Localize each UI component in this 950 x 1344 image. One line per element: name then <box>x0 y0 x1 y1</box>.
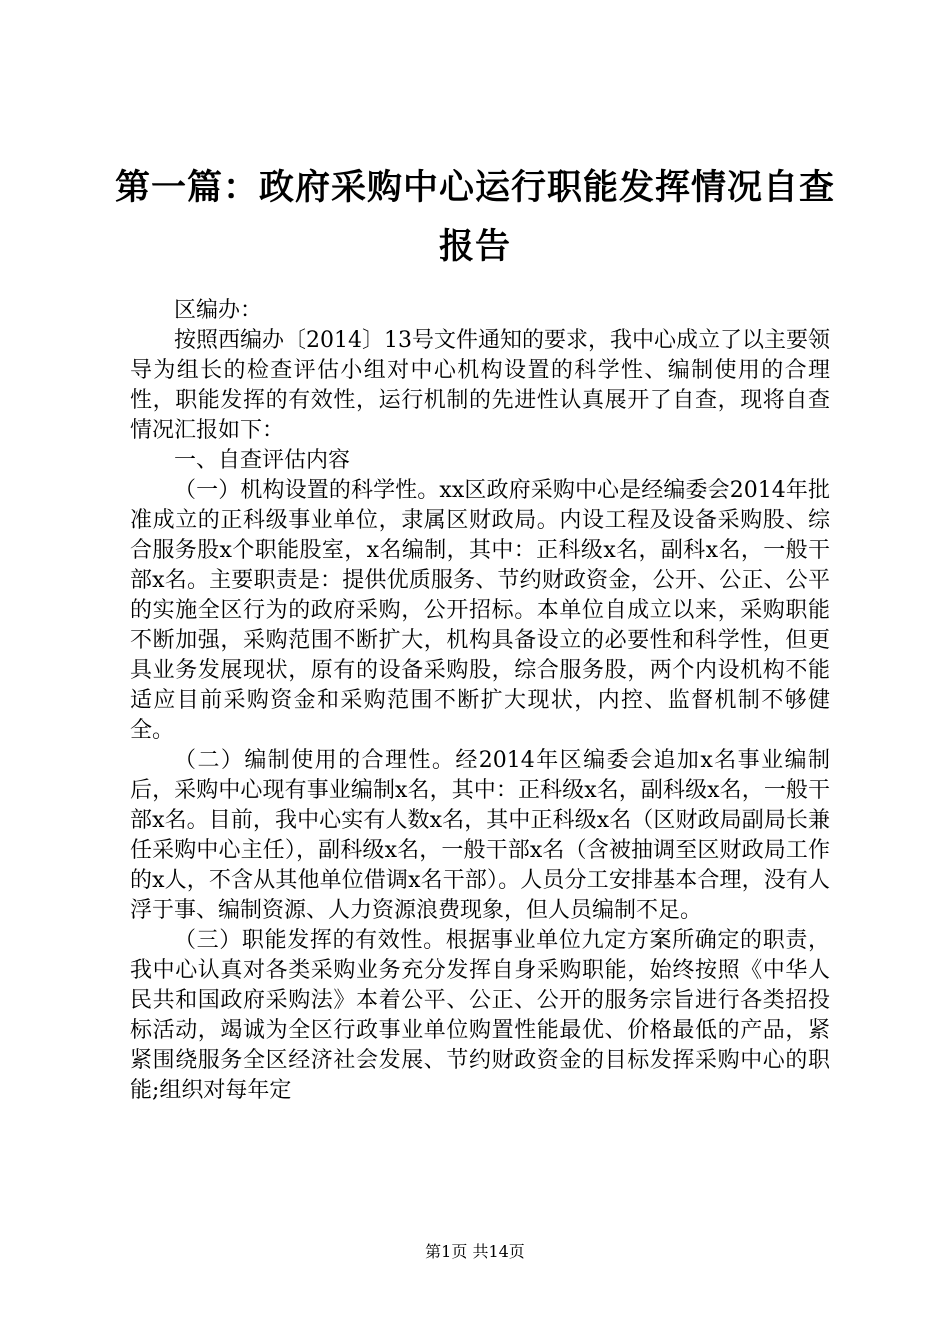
paragraph-functions: （三）职能发挥的有效性。根据事业单位九定方案所确定的职责，我中心认真对各类采购业务充分发挥自身采购职能，始终按照《中华人民共和国政府采购法》本着公平、公正、公开的服务宗旨进行各类招投标活动，竭诚为全区行政事业单位购置性能最优、价格最低的产品，紧紧围绕服务全区经济社会发展、节约财政资金的目标发挥采购中心的职能;组织对每年定 <box>130 928 830 1103</box>
paragraph-organization: （一）机构设置的科学性。xx区政府采购中心是经编委会2014年批准成立的正科级事业单位，隶属区财政局。内设工程及设备采购股、综合服务股x个职能股室，x名编制，其中：正科级x名，副科x名，一般干部x名。主要职责是：提供优质服务、节约财政资金，公开、公正、公平的实施全区行为的政府采购，公开招标。本单位自成立以来，采购职能不断加强，采购范围不断扩大，机构具备设立的必要性和科学性，但更具业务发展现状，原有的设备采购股，综合服务股，两个内设机构不能适应目前采购资金和采购范围不断扩大现状，内控、监督机制不够健全。 <box>130 478 830 743</box>
page-footer: 第1页 共14页 <box>425 1242 525 1261</box>
section-heading: 一、自查评估内容 <box>174 448 351 473</box>
document-body <box>130 296 830 1106</box>
intro-paragraph: 按照西编办〔2014〕13号文件通知的要求，我中心成立了以主要领导为组长的检查评估小组对中心机构设置的科学性、编制使用的合理性，职能发挥的有效性，运行机制的先进性认真展开了自查，现将自查情况汇报如下： <box>130 328 830 443</box>
salutation: 区编办： <box>174 298 263 323</box>
paragraph-staffing: （二）编制使用的合理性。经2014年区编委会追加x名事业编制后，采购中心现有事业编制x名，其中：正科级x名，副科级x名，一般干部x名。目前，我中心实有人数x名，其中正科级x名（区财政局副局长兼任采购中心主任），副科级x名，一般干部x名（含被抽调至区财政局工作的x人，不含从其他单位借调x名干部）。人员分工安排基本合理，没有人浮于事、编制资源、人力资源浪费现象，但人员编制不足。 <box>130 748 830 923</box>
document-title: 第一篇：政府采购中心运行职能发挥情况自查报告 <box>114 167 835 267</box>
